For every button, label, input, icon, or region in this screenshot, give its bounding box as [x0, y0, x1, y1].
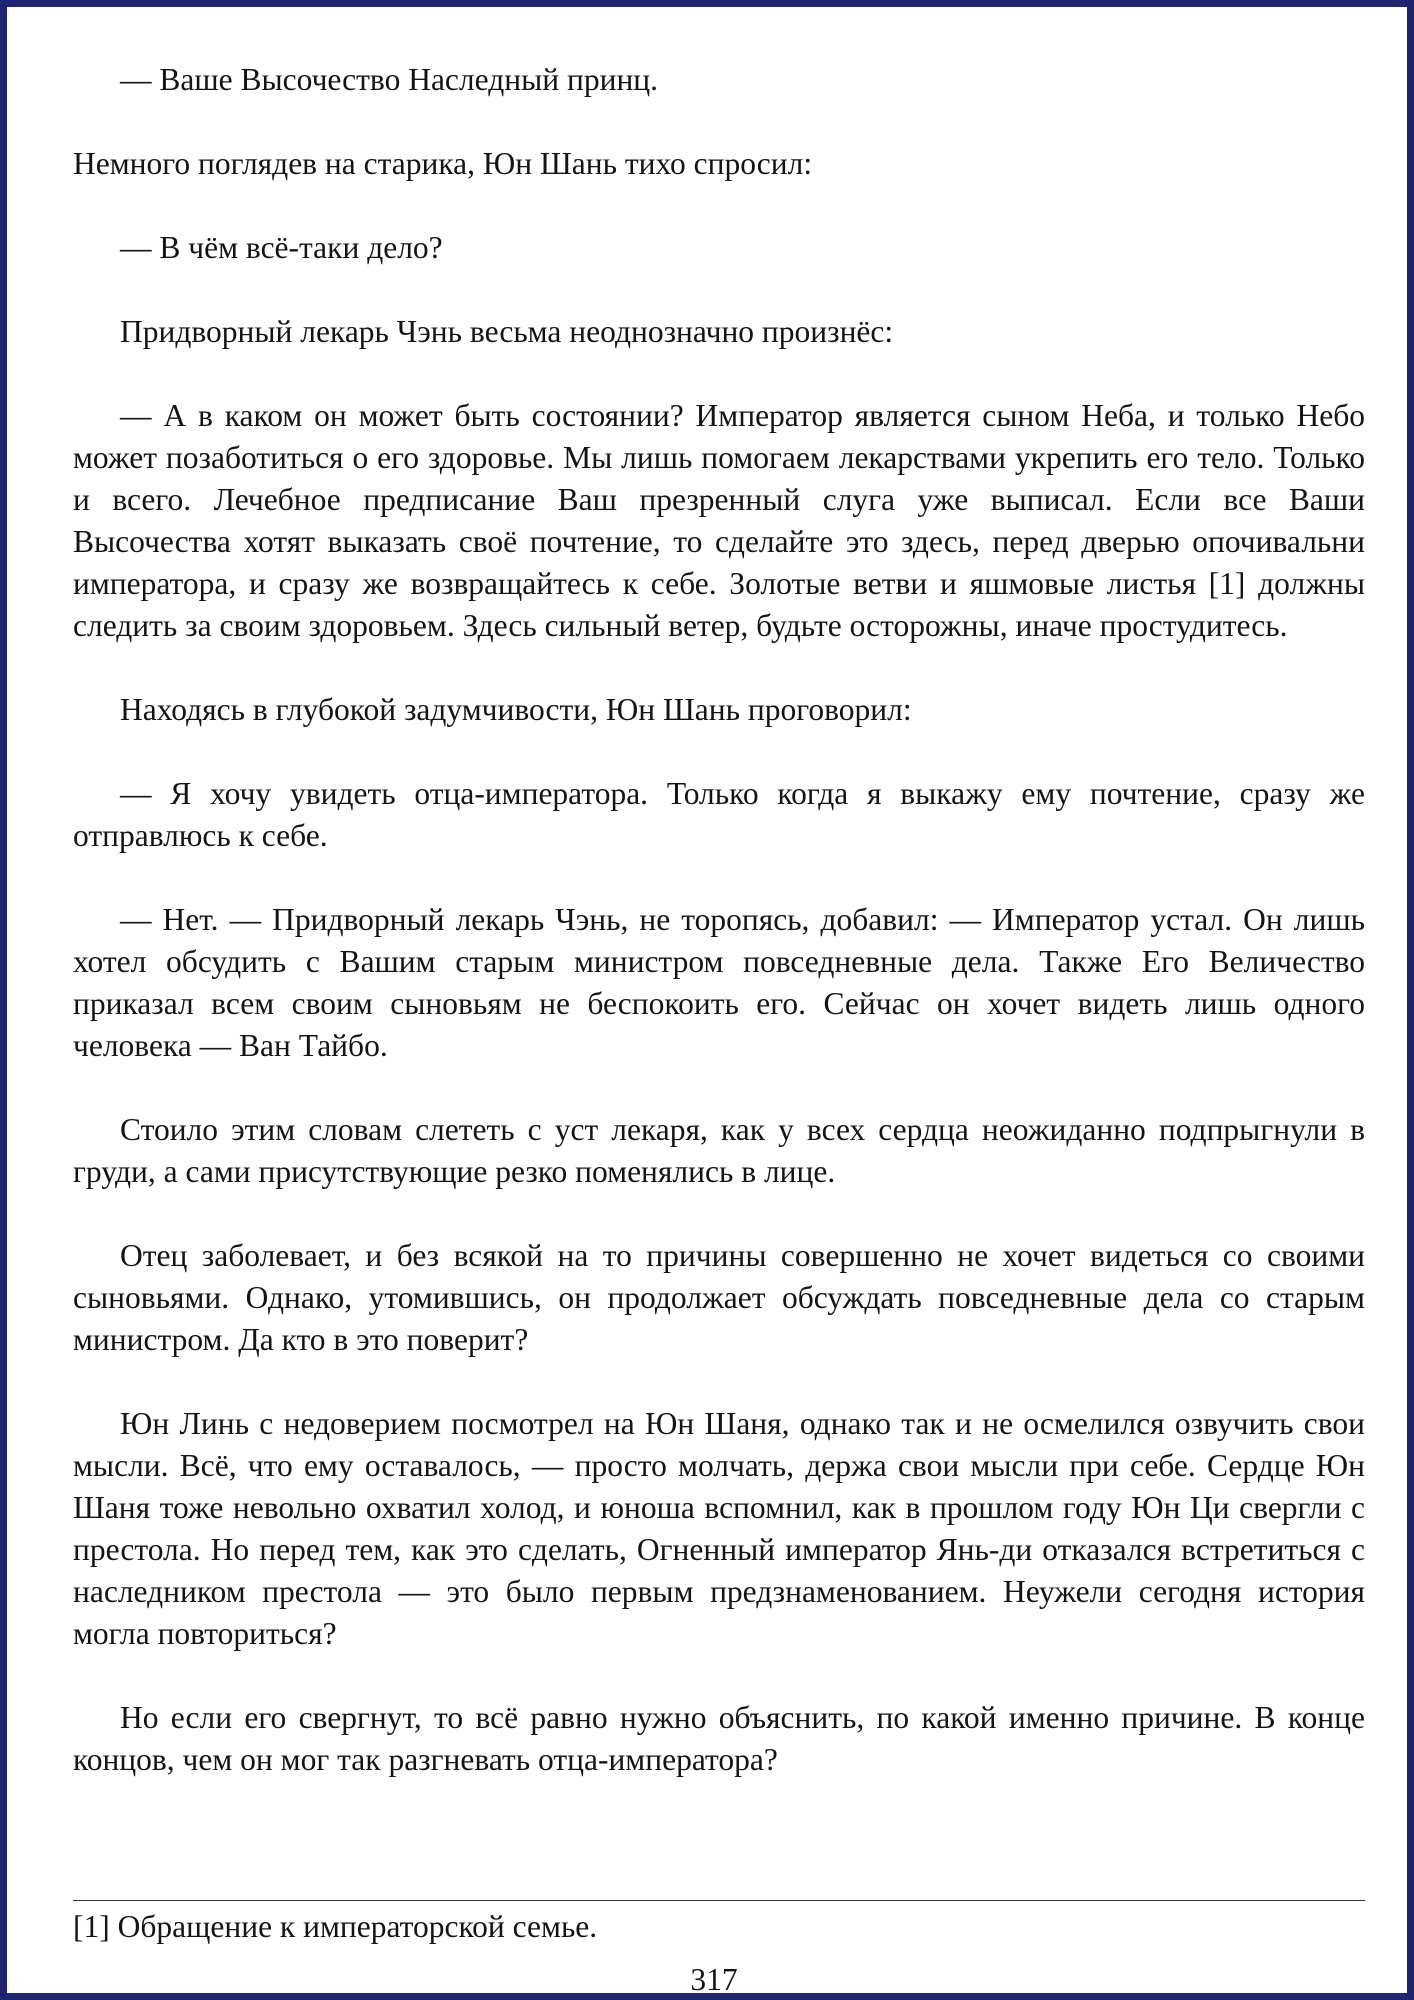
paragraph-4: Придворный лекарь Чэнь весьма неоднозначно произнёс: — [120, 314, 894, 349]
footnote: [1] Обращение к императорской семье. — [73, 1909, 598, 1944]
paragraph-12: Но если его свергнут, то всё равно нужно объяснить, по какой именно причине. В конце концов, чем он мог так разгневать отца-императора? — [73, 1700, 1365, 1777]
paragraph-3: — В чём всё-таки дело? — [120, 230, 443, 265]
paragraph-10: Отец заболевает, и без всякой на то причины совершенно не хочет видеться со своими сыновьями. Однако, утомившись, он продолжает обсуждать повседневные дела со старым министром. Да кто в это поверит? — [73, 1238, 1365, 1357]
paragraph-7: — Я хочу увидеть отца-императора. Только когда я выкажу ему почтение, сразу же отправлюсь к себе. — [73, 776, 1365, 853]
body-text — [73, 59, 1365, 1823]
paragraph-5: — А в каком он может быть состоянии? Император является сыном Неба, и только Небо может позаботиться о его здоровье. Мы лишь помогаем лекарствами укрепить его тело. Только и всего. Лечебное предписание Ваш презренный слуга уже выписал. Если все Ваши Высочества хотят выказать своё почтение, то сделайте это здесь, перед дверью опочивальни императора, и сразу же возвращайтесь к себе. Золотые ветви и яшмовые листья [1] должны следить за своим здоровьем. Здесь сильный ветер, будьте осторожны, иначе простудитесь. — [73, 398, 1365, 643]
paragraph-9: Стоило этим словам слететь с уст лекаря, как у всех сердца неожиданно подпрыгнули в груди, а сами присутствующие резко поменялись в лице. — [73, 1112, 1365, 1189]
page-number: 317 — [690, 1962, 738, 1997]
paragraph-8: — Нет. — Придворный лекарь Чэнь, не торопясь, добавил: — Император устал. Он лишь хотел обсудить с Вашим старым министром повседневные дела. Также Его Величество приказал всем своим сыновьям не беспокоить его. Сейчас он хочет видеть лишь одного человека — Ван Тайбо. — [73, 902, 1365, 1063]
footnote-divider — [73, 1900, 1365, 1901]
paragraph-11: Юн Линь с недоверием посмотрел на Юн Шаня, однако так и не осмелился озвучить свои мысли. Всё, что ему оставалось, — просто молчать, держа свои мысли при себе. Сердце Юн Шаня тоже невольно охватил холод, и юноша вспомнил, как в прошлом году Юн Ци свергли с престола. Но перед тем, как это сделать, Огненный император Янь-ди отказался встретиться с наследником престола — это было первым предзнаменованием. Неужели сегодня история могла повториться? — [73, 1406, 1365, 1651]
paragraph-1: — Ваше Высочество Наследный принц. — [120, 62, 659, 97]
paragraph-2: Немного поглядев на старика, Юн Шань тихо спросил: — [73, 146, 813, 181]
paragraph-6: Находясь в глубокой задумчивости, Юн Шань проговорил: — [120, 692, 912, 727]
